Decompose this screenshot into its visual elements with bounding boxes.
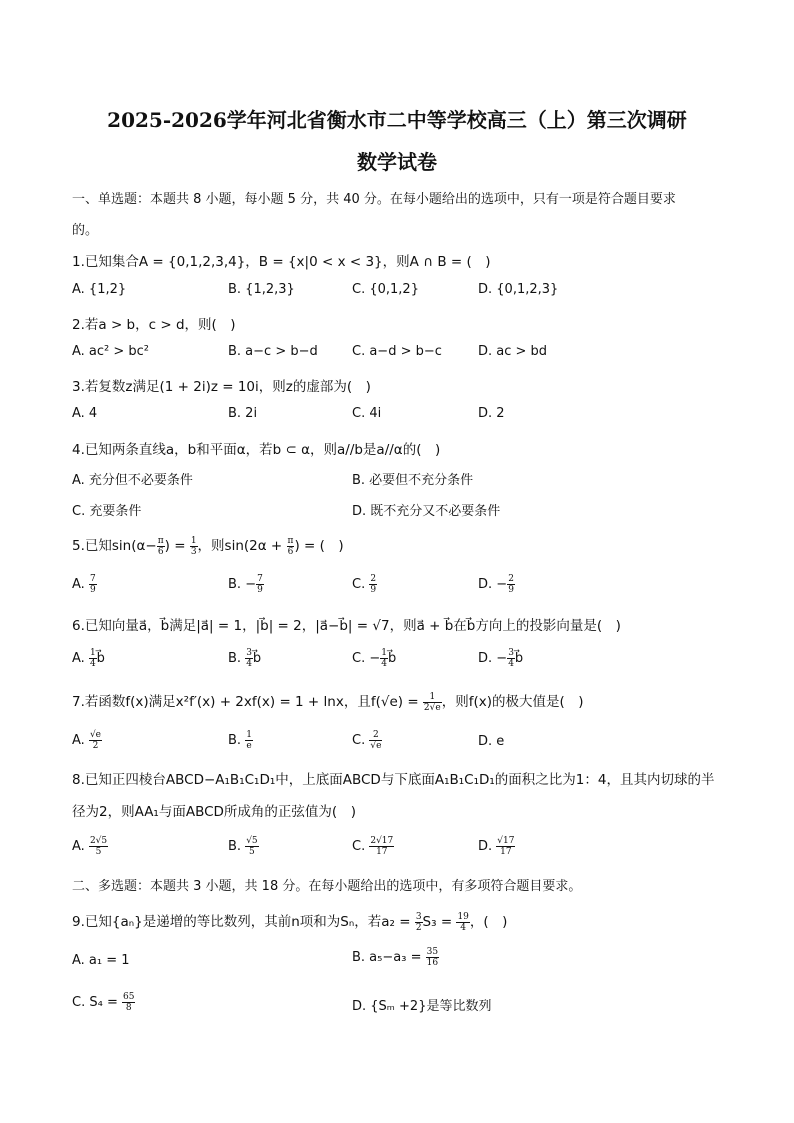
stem-part: 已知sin(α− <box>84 538 157 554</box>
question-number: 9. <box>72 914 85 930</box>
denominator: 2 <box>92 741 99 751</box>
section2-intro: 二、多选题：本题共 3 小题，共 18 分。在每小题给出的选项中，有多项符合题目要求。 <box>72 879 582 894</box>
q8-option-c <box>352 836 394 857</box>
numerator: 1 <box>190 535 197 546</box>
vector-b: b⃗ <box>252 651 262 666</box>
option-letter: A. <box>72 839 89 854</box>
q8-option-d <box>478 836 515 857</box>
denominator: 4 <box>460 922 467 933</box>
question-stem: 已知正四棱台ABCD−A₁B₁C₁D₁中，上底面ABCD与下底面A₁B₁C₁D₁的面积之比为1：4，且其内切球的半 <box>84 772 715 788</box>
fraction <box>507 648 515 669</box>
option-letter: B. <box>228 577 246 592</box>
denominator: 17 <box>376 847 388 857</box>
question-stem: 已知集合A = {0,1,2,3,4}，B = {x|0 < x < 3}，则A ∩ B = ( ) <box>84 254 491 270</box>
q1-option-b: B. {1,2,3} <box>228 282 295 297</box>
question-stem: 已知两条直线a，b和平面α，若b ⊂ α，则a//b是a//α的( ) <box>84 442 441 458</box>
fraction <box>369 730 382 751</box>
denominator: 3 <box>190 546 197 557</box>
numerator: π <box>287 535 294 546</box>
fraction <box>369 574 377 595</box>
question-number: 5. <box>72 538 85 554</box>
denominator: 5 <box>95 847 102 857</box>
denominator: 2 <box>415 922 422 933</box>
stem-part: ) = <box>164 538 190 554</box>
numerator: 2 <box>370 574 377 584</box>
question-number: 4. <box>72 442 85 458</box>
q5-option-a <box>72 574 97 595</box>
option-letter: B. <box>228 839 246 854</box>
sign: − <box>369 651 381 666</box>
question-8-line2: 径为2，则AA₁与面ABCD所成角的正弦值为( ) <box>72 804 356 820</box>
q4-option-b: B. 必要但不充分条件 <box>352 473 474 488</box>
q3-option-c: C. 4i <box>352 406 382 421</box>
numerator: 7 <box>89 574 96 584</box>
denominator: 9 <box>89 585 96 595</box>
exam-title: 2025-2026学年河北省衡水市二中等学校高三（上）第三次调研 <box>107 108 687 132</box>
q1-option-a: A. {1,2} <box>72 282 127 297</box>
question-2 <box>72 313 236 333</box>
stem-part: 已知{aₙ}是递增的等比数列，其前n项和为Sₙ，若a₂ = <box>84 914 415 930</box>
fraction <box>415 912 423 933</box>
q4-option-a: A. 充分但不必要条件 <box>72 473 193 488</box>
fraction <box>426 947 439 968</box>
denominator: 4 <box>508 659 514 669</box>
q7-option-a <box>72 730 102 751</box>
fraction <box>245 648 253 669</box>
vector-b: b⃗ <box>96 651 105 666</box>
question-number: 7. <box>72 694 85 710</box>
q5-option-d <box>478 574 515 595</box>
q6-option-d <box>478 648 523 669</box>
q5-option-c <box>352 574 377 595</box>
option-letter: A. <box>72 577 89 592</box>
fraction <box>245 730 253 751</box>
fraction <box>157 536 165 557</box>
numerator: 2 <box>508 574 514 584</box>
q2-option-c: C. a−d > b−c <box>352 344 442 359</box>
q1-option-d: D. {0,1,2,3} <box>478 282 559 297</box>
numerator: 1 <box>381 648 387 658</box>
q2-option-b: B. a−c > b−d <box>228 344 318 359</box>
denominator: 4 <box>246 659 252 669</box>
denominator: e <box>246 741 252 751</box>
numerator: 1 <box>246 730 252 740</box>
sign: − <box>496 577 508 592</box>
numerator: 3 <box>415 911 422 922</box>
fraction <box>423 692 442 713</box>
fraction <box>89 730 102 751</box>
q3-option-d: D. 2 <box>478 406 505 421</box>
q9-option-b <box>352 947 439 968</box>
denominator: √e <box>370 741 382 751</box>
denominator: 8 <box>125 1003 132 1013</box>
denominator: 6 <box>287 546 294 557</box>
denominator: 9 <box>370 585 377 595</box>
fraction <box>122 992 135 1013</box>
numerator: 1 <box>89 648 96 658</box>
numerator: 7 <box>257 574 263 584</box>
sign: − <box>245 577 257 592</box>
question-1 <box>72 250 491 270</box>
q7-option-d: D. e <box>478 734 505 749</box>
q4-option-d: D. 既不充分又不必要条件 <box>352 504 501 519</box>
question-7 <box>72 690 584 713</box>
option-letter: C. <box>352 839 370 854</box>
fraction <box>496 836 515 857</box>
fraction <box>89 836 108 857</box>
denominator: 2√e <box>423 702 441 713</box>
numerator: π <box>157 535 164 546</box>
q7-option-b <box>228 730 253 751</box>
numerator: √17 <box>497 836 515 846</box>
denominator: 4 <box>381 659 387 669</box>
q9-option-d: D. {Sₘ +2}是等比数列 <box>352 999 492 1014</box>
question-6 <box>72 614 621 634</box>
q9-option-a: A. a₁ = 1 <box>72 953 130 968</box>
section1-intro-line2: 的。 <box>72 223 99 238</box>
fraction <box>369 836 394 857</box>
stem-part: S₃ = <box>422 914 457 930</box>
option-letter: D. <box>478 577 497 592</box>
fraction <box>507 574 515 595</box>
q1-option-c: C. {0,1,2} <box>352 282 419 297</box>
question-9 <box>72 910 507 933</box>
option-letter: C. <box>352 733 370 748</box>
fraction <box>256 574 264 595</box>
fraction <box>456 912 469 933</box>
option-letter: A. <box>72 733 89 748</box>
numerator: √e <box>89 730 101 740</box>
denominator: 5 <box>249 847 255 857</box>
section1-intro-line1: 一、单选题：本题共 8 小题，每小题 5 分，共 40 分。在每小题给出的选项中，只有一项是符合题目要求 <box>72 192 676 207</box>
stem-part: ，则f(x)的极大值是( ) <box>441 694 584 710</box>
question-stem: 若a > b，c > d，则( ) <box>84 317 236 333</box>
option-text: B. a₅−a₃ = <box>352 950 426 965</box>
q8-option-a <box>72 836 108 857</box>
question-number: 2. <box>72 317 85 333</box>
option-letter: B. <box>228 651 246 666</box>
numerator: 2√17 <box>370 836 394 846</box>
question-4 <box>72 438 440 458</box>
numerator: 1 <box>423 692 442 703</box>
q2-option-a: A. ac² > bc² <box>72 344 150 359</box>
stem-part: ，( ) <box>469 914 508 930</box>
stem-part: ，则sin(2α + <box>197 538 287 554</box>
question-8-line1 <box>72 768 714 788</box>
option-letter: C. <box>352 577 370 592</box>
denominator: 16 <box>426 958 439 968</box>
numerator: 35 <box>426 947 439 957</box>
denominator: 17 <box>500 847 512 857</box>
option-letter: B. <box>228 733 246 748</box>
numerator: √5 <box>246 836 258 846</box>
question-number: 6. <box>72 618 85 634</box>
sign: − <box>496 651 508 666</box>
numerator: 2√5 <box>89 836 108 846</box>
fraction <box>245 836 258 857</box>
fraction <box>190 536 198 557</box>
stem-part: 若函数f(x)满足x²f′(x) + 2xf(x) = 1 + lnx，且f(√e) = <box>84 694 423 710</box>
numerator: 2 <box>369 730 382 741</box>
question-number: 3. <box>72 379 85 395</box>
denominator: 9 <box>508 585 514 595</box>
option-text: C. S₄ = <box>72 995 122 1010</box>
q2-option-d: D. ac > bd <box>478 344 548 359</box>
vector-b: b⃗ <box>514 651 524 666</box>
question-3 <box>72 375 371 395</box>
fraction <box>89 574 97 595</box>
q3-option-b: B. 2i <box>228 406 258 421</box>
question-number: 8. <box>72 772 85 788</box>
denominator: 6 <box>157 546 164 557</box>
numerator: 3 <box>246 648 252 658</box>
option-letter: D. <box>478 839 497 854</box>
q4-option-c: C. 充要条件 <box>72 504 142 519</box>
numerator: 19 <box>457 911 469 922</box>
question-stem: 已知向量a⃗，b⃗满足|a⃗| = 1，|b⃗| = 2，|a⃗−b⃗| = √7，则a⃗ + b⃗在b⃗方向上的投影向量是( ) <box>84 618 621 634</box>
vector-b: b⃗ <box>387 651 397 666</box>
q6-option-c <box>352 648 396 669</box>
question-stem: 若复数z满足(1 + 2i)z = 10i，则z的虚部为( ) <box>84 379 371 395</box>
stem-part: ) = ( ) <box>294 538 344 554</box>
fraction <box>380 648 388 669</box>
question-number: 1. <box>72 254 85 270</box>
denominator: 9 <box>257 585 263 595</box>
q7-option-c <box>352 730 382 751</box>
exam-subtitle: 数学试卷 <box>357 150 437 174</box>
q6-option-a <box>72 648 105 669</box>
option-letter: C. <box>352 651 370 666</box>
option-letter: A. <box>72 651 89 666</box>
option-letter: D. <box>478 651 497 666</box>
denominator: 4 <box>89 659 96 669</box>
q5-option-b <box>228 574 264 595</box>
q8-option-b <box>228 836 259 857</box>
question-5 <box>72 534 344 557</box>
numerator: 65 <box>122 992 135 1002</box>
fraction <box>89 648 97 669</box>
q3-option-a: A. 4 <box>72 406 98 421</box>
q6-option-b <box>228 648 261 669</box>
q9-option-c <box>72 992 135 1013</box>
numerator: 3 <box>508 648 514 658</box>
